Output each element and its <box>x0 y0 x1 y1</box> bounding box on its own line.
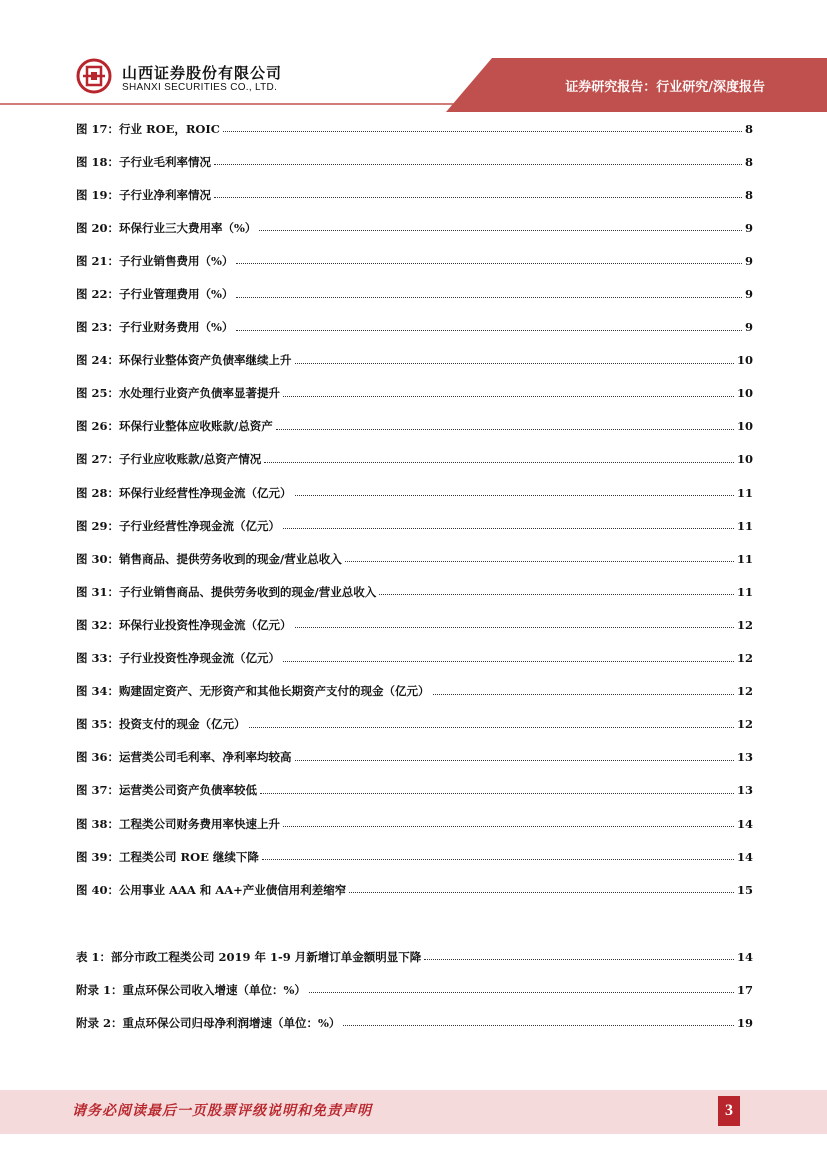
toc-entry-label: 图 25：水处理行业资产负债率显著提升 <box>76 386 281 401</box>
toc-leader-dots <box>345 561 734 562</box>
toc-entry-label: 图 30：销售商品、提供劳务收到的现金/营业总收入 <box>76 551 342 566</box>
toc-entry[interactable] <box>76 642 753 675</box>
toc-entry[interactable] <box>76 509 753 542</box>
toc-leader-dots <box>236 330 742 331</box>
toc-leader-dots <box>424 959 734 960</box>
toc-leader-dots <box>223 131 742 132</box>
toc-entry-label: 图 37：运营类公司资产负债率较低 <box>76 783 258 798</box>
figure-list <box>76 112 753 906</box>
toc-leader-dots <box>249 727 734 728</box>
toc-entry-page: 9 <box>744 287 753 302</box>
toc-entry[interactable] <box>76 708 753 741</box>
toc-entry[interactable] <box>76 244 753 277</box>
toc-entry[interactable] <box>76 377 753 410</box>
toc-leader-dots <box>259 230 742 231</box>
toc-leader-dots <box>379 594 734 595</box>
toc-entry-label: 图 17：行业 ROE，ROIC <box>76 121 220 136</box>
toc-leader-dots <box>264 462 734 463</box>
toc-entry-page: 9 <box>744 320 753 335</box>
toc-entry[interactable] <box>76 774 753 807</box>
toc-entry-page: 11 <box>736 518 753 533</box>
toc-entry[interactable] <box>76 940 753 973</box>
toc-entry-page: 14 <box>736 816 753 831</box>
toc-entry[interactable] <box>76 807 753 840</box>
toc-entry-page: 10 <box>736 452 753 467</box>
toc-entry-page: 12 <box>736 651 753 666</box>
toc-entry-page: 10 <box>736 419 753 434</box>
toc-entry[interactable] <box>76 112 753 145</box>
toc-entry[interactable] <box>76 211 753 244</box>
toc-entry-page: 14 <box>736 949 753 964</box>
toc-entry-label: 图 26：环保行业整体应收账款/总资产 <box>76 419 273 434</box>
toc-leader-dots <box>349 892 734 893</box>
toc-entry-label: 图 28：环保行业经营性净现金流（亿元） <box>76 485 292 500</box>
toc-entry-label: 图 18：子行业毛利率情况 <box>76 154 212 169</box>
toc-entry[interactable] <box>76 608 753 641</box>
company-name-cn: 山西证券股份有限公司 <box>122 64 283 82</box>
toc-entry[interactable] <box>76 1006 753 1039</box>
toc-entry-page: 11 <box>736 485 753 500</box>
toc-entry-label: 图 39：工程类公司 ROE 继续下降 <box>76 849 259 864</box>
toc-entry[interactable] <box>76 675 753 708</box>
toc-entry-label: 图 20：环保行业三大费用率（%） <box>76 220 257 235</box>
toc-leader-dots <box>236 297 742 298</box>
toc-entry[interactable] <box>76 840 753 873</box>
table-list <box>76 940 753 1039</box>
toc-leader-dots <box>214 164 742 165</box>
toc-entry[interactable] <box>76 344 753 377</box>
toc-entry-page: 9 <box>744 253 753 268</box>
toc-entry-label: 附录 2：重点环保公司归母净利润增速（单位：%） <box>76 1015 341 1030</box>
footer-disclaimer: 请务必阅读最后一页股票评级说明和免责声明 <box>72 1103 372 1119</box>
company-logo-icon <box>76 58 112 94</box>
toc-leader-dots <box>262 859 734 860</box>
toc-entry-label: 图 32：环保行业投资性净现金流（亿元） <box>76 617 292 632</box>
toc-entry-label: 图 31：子行业销售商品、提供劳务收到的现金/营业总收入 <box>76 584 377 599</box>
toc-leader-dots <box>283 826 734 827</box>
toc-entry-label: 表 1：部分市政工程类公司 2019 年 1-9 月新增订单金额明显下降 <box>76 949 422 964</box>
toc-leader-dots <box>343 1025 734 1026</box>
toc-entry-label: 图 35：投资支付的现金（亿元） <box>76 717 246 732</box>
toc-leader-dots <box>236 263 742 264</box>
toc-entry-page: 10 <box>736 353 753 368</box>
header-red-band <box>0 0 827 112</box>
table-of-contents <box>76 112 753 1040</box>
company-name-en: SHANXI SECURITIES CO., LTD. <box>122 82 278 93</box>
toc-entry-page: 17 <box>736 982 753 997</box>
toc-entry-label: 图 21：子行业销售费用（%） <box>76 253 234 268</box>
toc-leader-dots <box>295 495 734 496</box>
toc-entry-label: 图 27：子行业应收账款/总资产情况 <box>76 452 262 467</box>
page-number: 3 <box>718 1096 740 1126</box>
toc-entry-page: 8 <box>744 154 753 169</box>
toc-leader-dots <box>214 197 742 198</box>
toc-entry-label: 图 34：购建固定资产、无形资产和其他长期资产支付的现金（亿元） <box>76 684 430 699</box>
toc-leader-dots <box>295 760 734 761</box>
toc-entry-label: 图 36：运营类公司毛利率、净利率均较高 <box>76 750 292 765</box>
toc-entry[interactable] <box>76 410 753 443</box>
toc-entry-label: 图 38：工程类公司财务费用率快速上升 <box>76 816 281 831</box>
toc-entry-label: 附录 1：重点环保公司收入增速（单位：%） <box>76 982 306 997</box>
toc-leader-dots <box>283 661 734 662</box>
toc-leader-dots <box>295 627 734 628</box>
toc-entry[interactable] <box>76 311 753 344</box>
toc-entry-page: 13 <box>736 750 753 765</box>
toc-entry-label: 图 19：子行业净利率情况 <box>76 187 212 202</box>
toc-entry-label: 图 22：子行业管理费用（%） <box>76 287 234 302</box>
page-header <box>0 0 827 112</box>
toc-entry-page: 9 <box>744 220 753 235</box>
toc-entry-page: 12 <box>736 717 753 732</box>
toc-entry[interactable] <box>76 145 753 178</box>
toc-entry[interactable] <box>76 741 753 774</box>
toc-leader-dots <box>433 694 734 695</box>
toc-entry-page: 12 <box>736 684 753 699</box>
toc-gap <box>76 906 753 940</box>
toc-leader-dots <box>260 793 734 794</box>
toc-leader-dots <box>309 992 734 993</box>
toc-entry[interactable] <box>76 476 753 509</box>
toc-entry-page: 8 <box>744 121 753 136</box>
toc-entry-page: 8 <box>744 187 753 202</box>
toc-entry-page: 19 <box>736 1015 753 1030</box>
toc-entry-page: 15 <box>736 882 753 897</box>
toc-entry-label: 图 23：子行业财务费用（%） <box>76 320 234 335</box>
toc-entry-label: 图 24：环保行业整体资产负债率继续上升 <box>76 353 292 368</box>
toc-entry[interactable] <box>76 973 753 1006</box>
toc-entry-page: 12 <box>736 617 753 632</box>
toc-entry-page: 14 <box>736 849 753 864</box>
toc-leader-dots <box>295 363 734 364</box>
toc-entry[interactable] <box>76 443 753 476</box>
report-type: 证券研究报告：行业研究/深度报告 <box>565 80 765 95</box>
toc-entry-page: 11 <box>736 551 753 566</box>
toc-entry[interactable] <box>76 178 753 211</box>
toc-entry-page: 13 <box>736 783 753 798</box>
toc-entry[interactable] <box>76 277 753 310</box>
toc-leader-dots <box>276 429 734 430</box>
toc-entry-label: 图 29：子行业经营性净现金流（亿元） <box>76 518 281 533</box>
toc-entry[interactable] <box>76 542 753 575</box>
toc-entry[interactable] <box>76 873 753 906</box>
toc-entry-page: 10 <box>736 386 753 401</box>
toc-entry-label: 图 33：子行业投资性净现金流（亿元） <box>76 651 281 666</box>
toc-leader-dots <box>283 396 734 397</box>
toc-leader-dots <box>283 528 734 529</box>
toc-entry-page: 11 <box>736 584 753 599</box>
toc-entry-label: 图 40：公用事业 AAA 和 AA+产业债信用利差缩窄 <box>76 882 347 897</box>
toc-entry[interactable] <box>76 575 753 608</box>
